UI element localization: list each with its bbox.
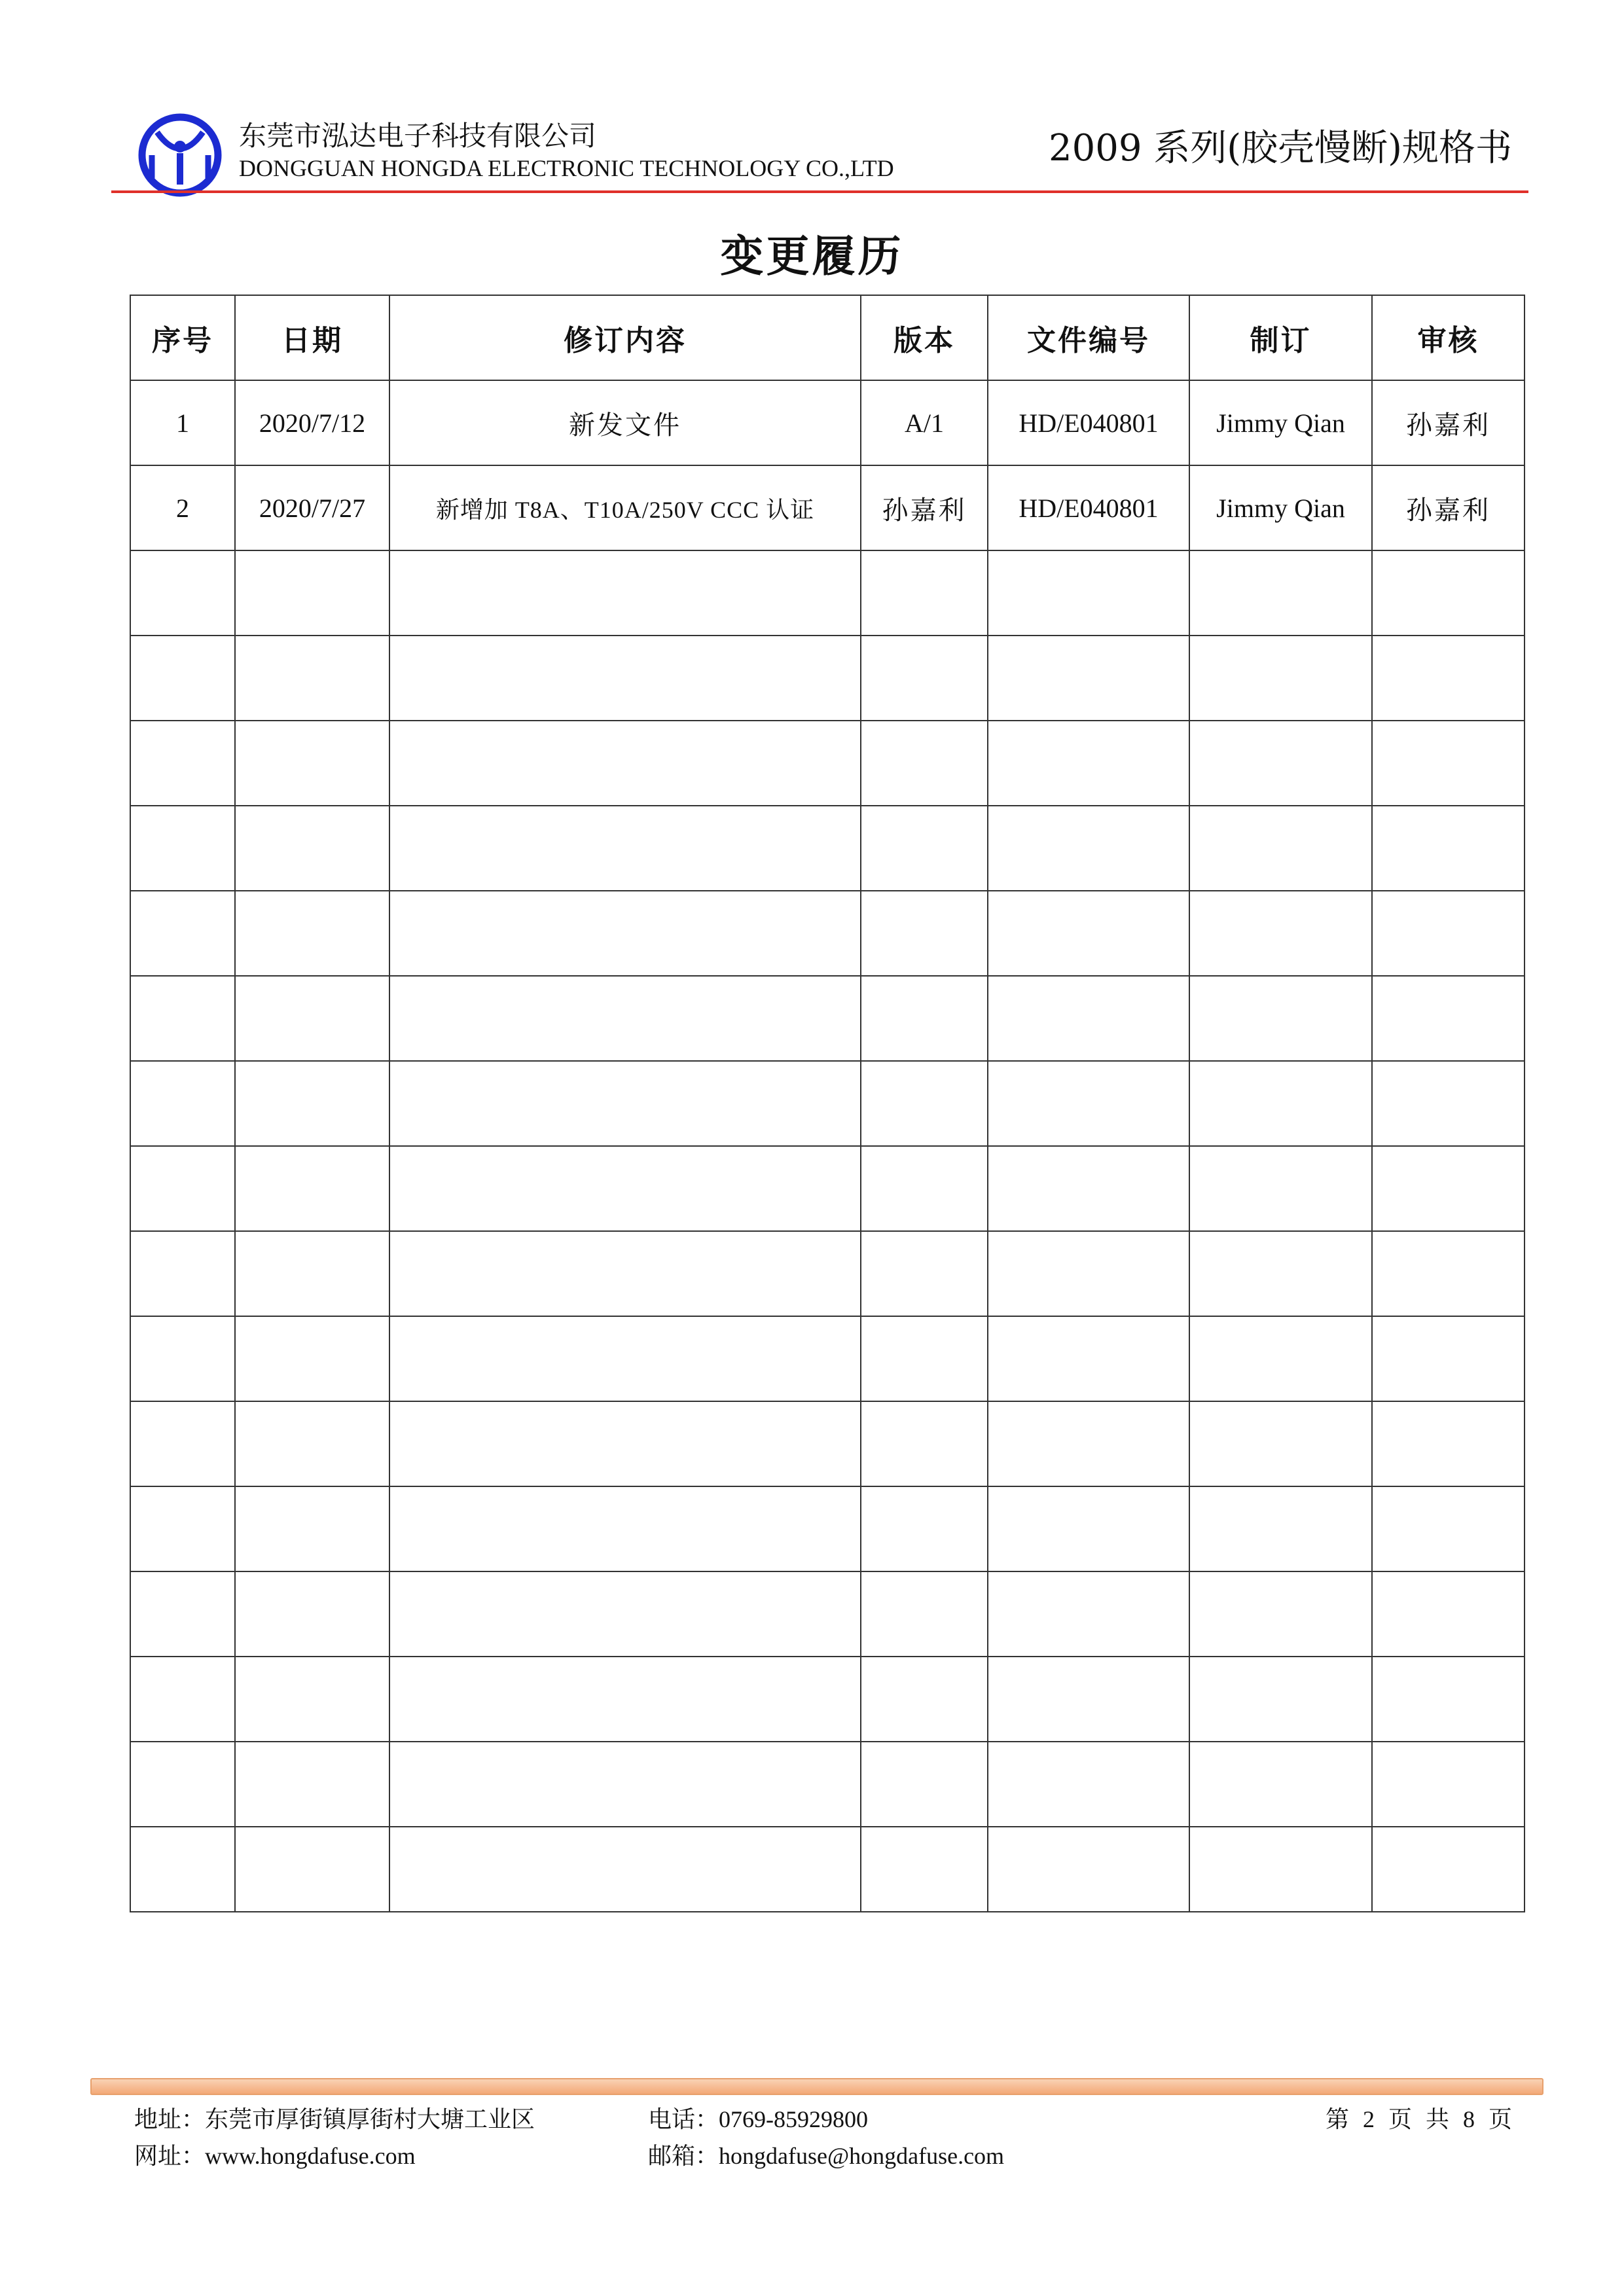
empty-cell bbox=[130, 1401, 235, 1486]
header-reviewer: 审核 bbox=[1372, 295, 1525, 380]
empty-cell bbox=[389, 1061, 861, 1146]
empty-cell bbox=[1372, 806, 1525, 891]
empty-cell bbox=[389, 1571, 861, 1657]
empty-cell bbox=[1189, 1571, 1372, 1657]
empty-cell bbox=[389, 1316, 861, 1401]
empty-cell bbox=[235, 806, 389, 891]
footer-contact-middle bbox=[648, 2101, 1004, 2174]
empty-cell bbox=[235, 1061, 389, 1146]
header-date: 日期 bbox=[235, 295, 389, 380]
empty-cell bbox=[1372, 721, 1525, 806]
empty-cell bbox=[861, 976, 988, 1061]
cell-doc-number: HD/E040801 bbox=[988, 380, 1189, 465]
empty-cell bbox=[389, 1742, 861, 1827]
empty-cell bbox=[130, 891, 235, 976]
empty-cell bbox=[988, 976, 1189, 1061]
empty-cell bbox=[1372, 1146, 1525, 1231]
empty-cell bbox=[130, 1571, 235, 1657]
empty-cell bbox=[861, 721, 988, 806]
cell-version: 孙嘉利 bbox=[861, 465, 988, 550]
footer-phone: 电话：0769-85929800 bbox=[648, 2106, 868, 2132]
empty-cell bbox=[861, 636, 988, 721]
empty-cell bbox=[1189, 636, 1372, 721]
empty-cell bbox=[988, 1231, 1189, 1316]
empty-cell bbox=[130, 1827, 235, 1912]
empty-cell bbox=[1189, 550, 1372, 636]
empty-cell bbox=[1372, 1486, 1525, 1571]
empty-cell bbox=[389, 1486, 861, 1571]
empty-cell bbox=[235, 1401, 389, 1486]
table-row-empty bbox=[130, 1657, 1525, 1742]
table-row-empty bbox=[130, 976, 1525, 1061]
empty-cell bbox=[389, 550, 861, 636]
empty-cell bbox=[1189, 1827, 1372, 1912]
revision-history-table bbox=[130, 295, 1525, 1912]
cell-reviewer: 孙嘉利 bbox=[1372, 465, 1525, 550]
empty-cell bbox=[1189, 1742, 1372, 1827]
cell-seq: 1 bbox=[130, 380, 235, 465]
empty-cell bbox=[1372, 1571, 1525, 1657]
company-name-en: DONGGUAN HONGDA ELECTRONIC TECHNOLOGY CO.,LTD bbox=[239, 155, 894, 181]
empty-cell bbox=[235, 1827, 389, 1912]
empty-cell bbox=[1189, 806, 1372, 891]
empty-cell bbox=[988, 1742, 1189, 1827]
cell-content: 新发文件 bbox=[389, 380, 861, 465]
table-row-empty bbox=[130, 1146, 1525, 1231]
empty-cell bbox=[861, 1657, 988, 1742]
table-row-empty bbox=[130, 1231, 1525, 1316]
empty-cell bbox=[988, 1316, 1189, 1401]
empty-cell bbox=[130, 806, 235, 891]
empty-cell bbox=[1189, 1061, 1372, 1146]
company-name-block bbox=[239, 119, 894, 183]
footer-website: 网址：www.hongdafuse.com bbox=[134, 2143, 416, 2169]
empty-cell bbox=[1189, 976, 1372, 1061]
empty-cell bbox=[389, 976, 861, 1061]
table-row-empty bbox=[130, 550, 1525, 636]
table-row-empty bbox=[130, 891, 1525, 976]
empty-cell bbox=[130, 1146, 235, 1231]
empty-cell bbox=[235, 1657, 389, 1742]
empty-cell bbox=[235, 550, 389, 636]
footer-address: 地址：东莞市厚街镇厚街村大塘工业区 bbox=[134, 2106, 535, 2132]
empty-cell bbox=[1372, 976, 1525, 1061]
empty-cell bbox=[235, 721, 389, 806]
empty-cell bbox=[235, 1316, 389, 1401]
empty-cell bbox=[1372, 1742, 1525, 1827]
page-heading: 变更履历 bbox=[720, 231, 904, 281]
table-header-row bbox=[130, 295, 1525, 380]
empty-cell bbox=[235, 1231, 389, 1316]
empty-cell bbox=[1189, 1486, 1372, 1571]
table-row-empty bbox=[130, 1827, 1525, 1912]
empty-cell bbox=[130, 1657, 235, 1742]
empty-cell bbox=[130, 550, 235, 636]
empty-cell bbox=[389, 1401, 861, 1486]
header-divider bbox=[111, 190, 1528, 193]
empty-cell bbox=[1189, 1657, 1372, 1742]
empty-cell bbox=[861, 1742, 988, 1827]
empty-cell bbox=[130, 1061, 235, 1146]
empty-cell bbox=[861, 1061, 988, 1146]
empty-cell bbox=[1372, 1827, 1525, 1912]
empty-cell bbox=[1189, 891, 1372, 976]
empty-cell bbox=[130, 1316, 235, 1401]
empty-cell bbox=[861, 1401, 988, 1486]
empty-cell bbox=[235, 1486, 389, 1571]
empty-cell bbox=[1372, 1316, 1525, 1401]
empty-cell bbox=[988, 721, 1189, 806]
header-version: 版本 bbox=[861, 295, 988, 380]
cell-date: 2020/7/27 bbox=[235, 465, 389, 550]
empty-cell bbox=[1189, 1401, 1372, 1486]
empty-cell bbox=[861, 1827, 988, 1912]
empty-cell bbox=[861, 1146, 988, 1231]
empty-cell bbox=[1372, 1231, 1525, 1316]
empty-cell bbox=[130, 636, 235, 721]
empty-cell bbox=[389, 721, 861, 806]
table-row-empty bbox=[130, 1571, 1525, 1657]
empty-cell bbox=[1189, 721, 1372, 806]
empty-cell bbox=[130, 721, 235, 806]
table-row-empty bbox=[130, 1486, 1525, 1571]
cell-version: A/1 bbox=[861, 380, 988, 465]
empty-cell bbox=[988, 1657, 1189, 1742]
footer-divider bbox=[90, 2078, 1543, 2095]
empty-cell bbox=[988, 1486, 1189, 1571]
empty-cell bbox=[1372, 891, 1525, 976]
cell-reviewer: 孙嘉利 bbox=[1372, 380, 1525, 465]
cell-date: 2020/7/12 bbox=[235, 380, 389, 465]
footer-page-info: 第 2 页 共 8 页 bbox=[1325, 2106, 1516, 2132]
empty-cell bbox=[389, 1146, 861, 1231]
header-seq: 序号 bbox=[130, 295, 235, 380]
cell-seq: 2 bbox=[130, 465, 235, 550]
empty-cell bbox=[130, 1486, 235, 1571]
footer-contact-left bbox=[134, 2101, 535, 2174]
company-name-cn: 东莞市泓达电子科技有限公司 bbox=[239, 120, 597, 152]
empty-cell bbox=[389, 1657, 861, 1742]
empty-cell bbox=[130, 976, 235, 1061]
table-row-empty bbox=[130, 636, 1525, 721]
cell-author: Jimmy Qian bbox=[1189, 465, 1372, 550]
empty-cell bbox=[861, 891, 988, 976]
table-row-empty bbox=[130, 721, 1525, 806]
footer-email: 邮箱：hongdafuse@hongdafuse.com bbox=[648, 2143, 1005, 2169]
empty-cell bbox=[861, 1316, 988, 1401]
table-row bbox=[130, 465, 1525, 550]
header-author: 制订 bbox=[1189, 295, 1372, 380]
document-title: 2009 系列(胶壳慢断)规格书 bbox=[1048, 127, 1512, 170]
empty-cell bbox=[235, 976, 389, 1061]
empty-cell bbox=[988, 1827, 1189, 1912]
table-row-empty bbox=[130, 806, 1525, 891]
empty-cell bbox=[389, 806, 861, 891]
company-logo-icon bbox=[137, 113, 223, 198]
empty-cell bbox=[1372, 1657, 1525, 1742]
empty-cell bbox=[130, 1231, 235, 1316]
empty-cell bbox=[389, 1827, 861, 1912]
empty-cell bbox=[988, 1401, 1189, 1486]
empty-cell bbox=[389, 1231, 861, 1316]
empty-cell bbox=[988, 1571, 1189, 1657]
empty-cell bbox=[988, 636, 1189, 721]
empty-cell bbox=[1189, 1146, 1372, 1231]
empty-cell bbox=[988, 891, 1189, 976]
empty-cell bbox=[130, 1742, 235, 1827]
empty-cell bbox=[1372, 550, 1525, 636]
empty-cell bbox=[988, 1146, 1189, 1231]
empty-cell bbox=[988, 806, 1189, 891]
table-row-empty bbox=[130, 1061, 1525, 1146]
empty-cell bbox=[235, 1742, 389, 1827]
table-row bbox=[130, 380, 1525, 465]
empty-cell bbox=[1189, 1316, 1372, 1401]
cell-doc-number: HD/E040801 bbox=[988, 465, 1189, 550]
empty-cell bbox=[389, 636, 861, 721]
empty-cell bbox=[1372, 636, 1525, 721]
empty-cell bbox=[235, 1571, 389, 1657]
table-row-empty bbox=[130, 1742, 1525, 1827]
empty-cell bbox=[861, 550, 988, 636]
table-row-empty bbox=[130, 1316, 1525, 1401]
empty-cell bbox=[235, 1146, 389, 1231]
empty-cell bbox=[1372, 1401, 1525, 1486]
empty-cell bbox=[861, 806, 988, 891]
empty-cell bbox=[988, 550, 1189, 636]
empty-cell bbox=[1372, 1061, 1525, 1146]
header-content: 修订内容 bbox=[389, 295, 861, 380]
page-header bbox=[111, 105, 1532, 196]
empty-cell bbox=[988, 1061, 1189, 1146]
empty-cell bbox=[235, 636, 389, 721]
empty-cell bbox=[389, 891, 861, 976]
cell-content: 新增加 T8A、T10A/250V CCC 认证 bbox=[389, 465, 861, 550]
empty-cell bbox=[235, 891, 389, 976]
cell-author: Jimmy Qian bbox=[1189, 380, 1372, 465]
empty-cell bbox=[861, 1486, 988, 1571]
table-row-empty bbox=[130, 1401, 1525, 1486]
empty-cell bbox=[861, 1571, 988, 1657]
empty-cell bbox=[1189, 1231, 1372, 1316]
empty-cell bbox=[861, 1231, 988, 1316]
header-doc-number: 文件编号 bbox=[988, 295, 1189, 380]
